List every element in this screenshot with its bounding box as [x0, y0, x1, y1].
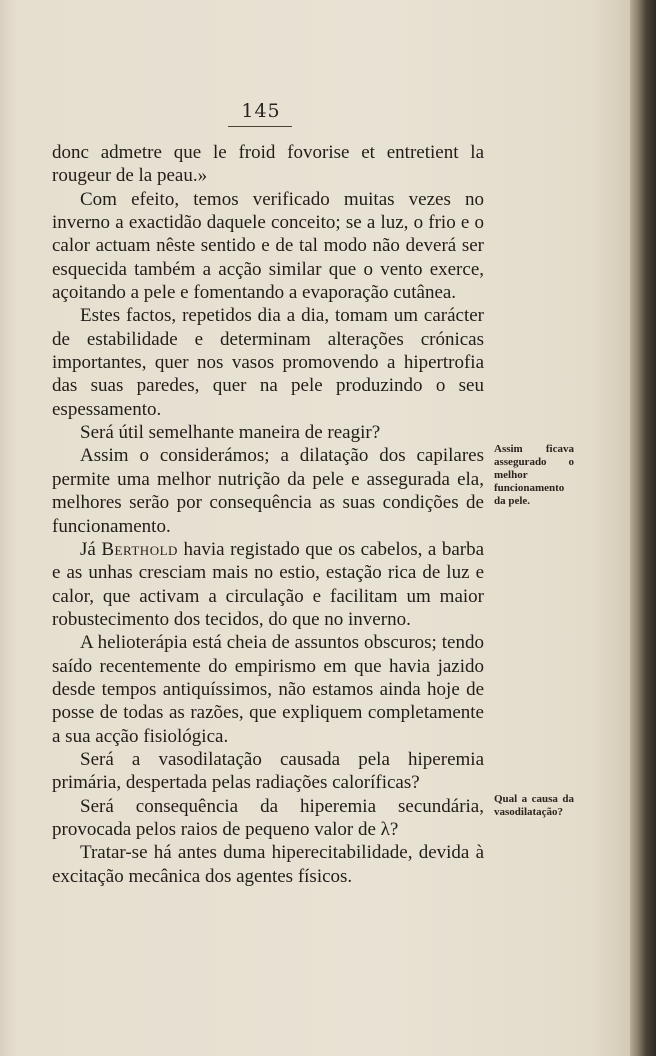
margin-note-2: Qual a causa da vasodilatação?: [494, 793, 574, 818]
paragraph-8: Será a vasodilatação causada pela hiperemia primária, despertada pelas radiações caloríficas?: [52, 748, 484, 794]
author-name: Berthold: [101, 538, 178, 560]
page-number: 145: [241, 100, 281, 122]
margin-note-1: Assim ficava assegurado o melhor funcionamento da pele.: [494, 443, 574, 507]
page-number-rule: [228, 126, 292, 127]
paragraph-3: Estes factos, repetidos dia a dia, tomam um carácter de estabilidade e determinam alterações crónicas importantes, quer nos vasos promovendo a hipertrofia das suas paredes, quer na pele produzindo o seu espessamento.: [52, 305, 484, 420]
paragraph-5: Assim o considerámos; a dilatação dos capilares permite uma melhor nutrição da pele e assegurada ela, melhores serão por consequência as suas condições de funcionamento.: [52, 445, 484, 537]
paragraph-6: [52, 538, 484, 631]
paragraph-9: Será consequência da hiperemia secundária, provocada pelos raios de pequeno valor de λ?: [52, 795, 484, 840]
paragraph-6-rest: havia registado que os cabelos, a barba e as unhas cresciam mais no estio, estação rica de luz e calor, que activam a circulação e facilitam um maior robustecimento dos tecidos, do que no inverno.: [52, 538, 485, 630]
main-text: [52, 141, 484, 888]
paragraph-2: Com efeito, temos verificado muitas vezes no inverno a exactidão daquele conceito; se a luz, o frio e o calor actuam nêste sentido e de tal modo não deverá ser esquecida também a acção similar que o vento exerce, açoitando a pele e fomentando a evaporação cutânea.: [52, 188, 484, 304]
book-spine: [630, 0, 656, 1056]
paragraph-7: A helioterápia está cheia de assuntos obscuros; tendo saído recentemente do empirismo em que havia jazido desde tempos antiquíssimos, não estamos ainda hoje de posse de todas as razões, que expliquem completamente a sua acção fisiológica.: [52, 632, 484, 747]
paragraph-10: Tratar-se há antes duma hiperecitabilidade, devida à excitação mecânica dos agentes físicos.: [52, 842, 484, 887]
paragraph-4: Será útil semelhante maneira de reagir?: [80, 422, 381, 444]
paragraph-6-lead: Já: [80, 538, 102, 560]
paragraph-1: donc admetre que le froid fovorise et entretient la rougeur de la peau.»: [52, 142, 484, 187]
